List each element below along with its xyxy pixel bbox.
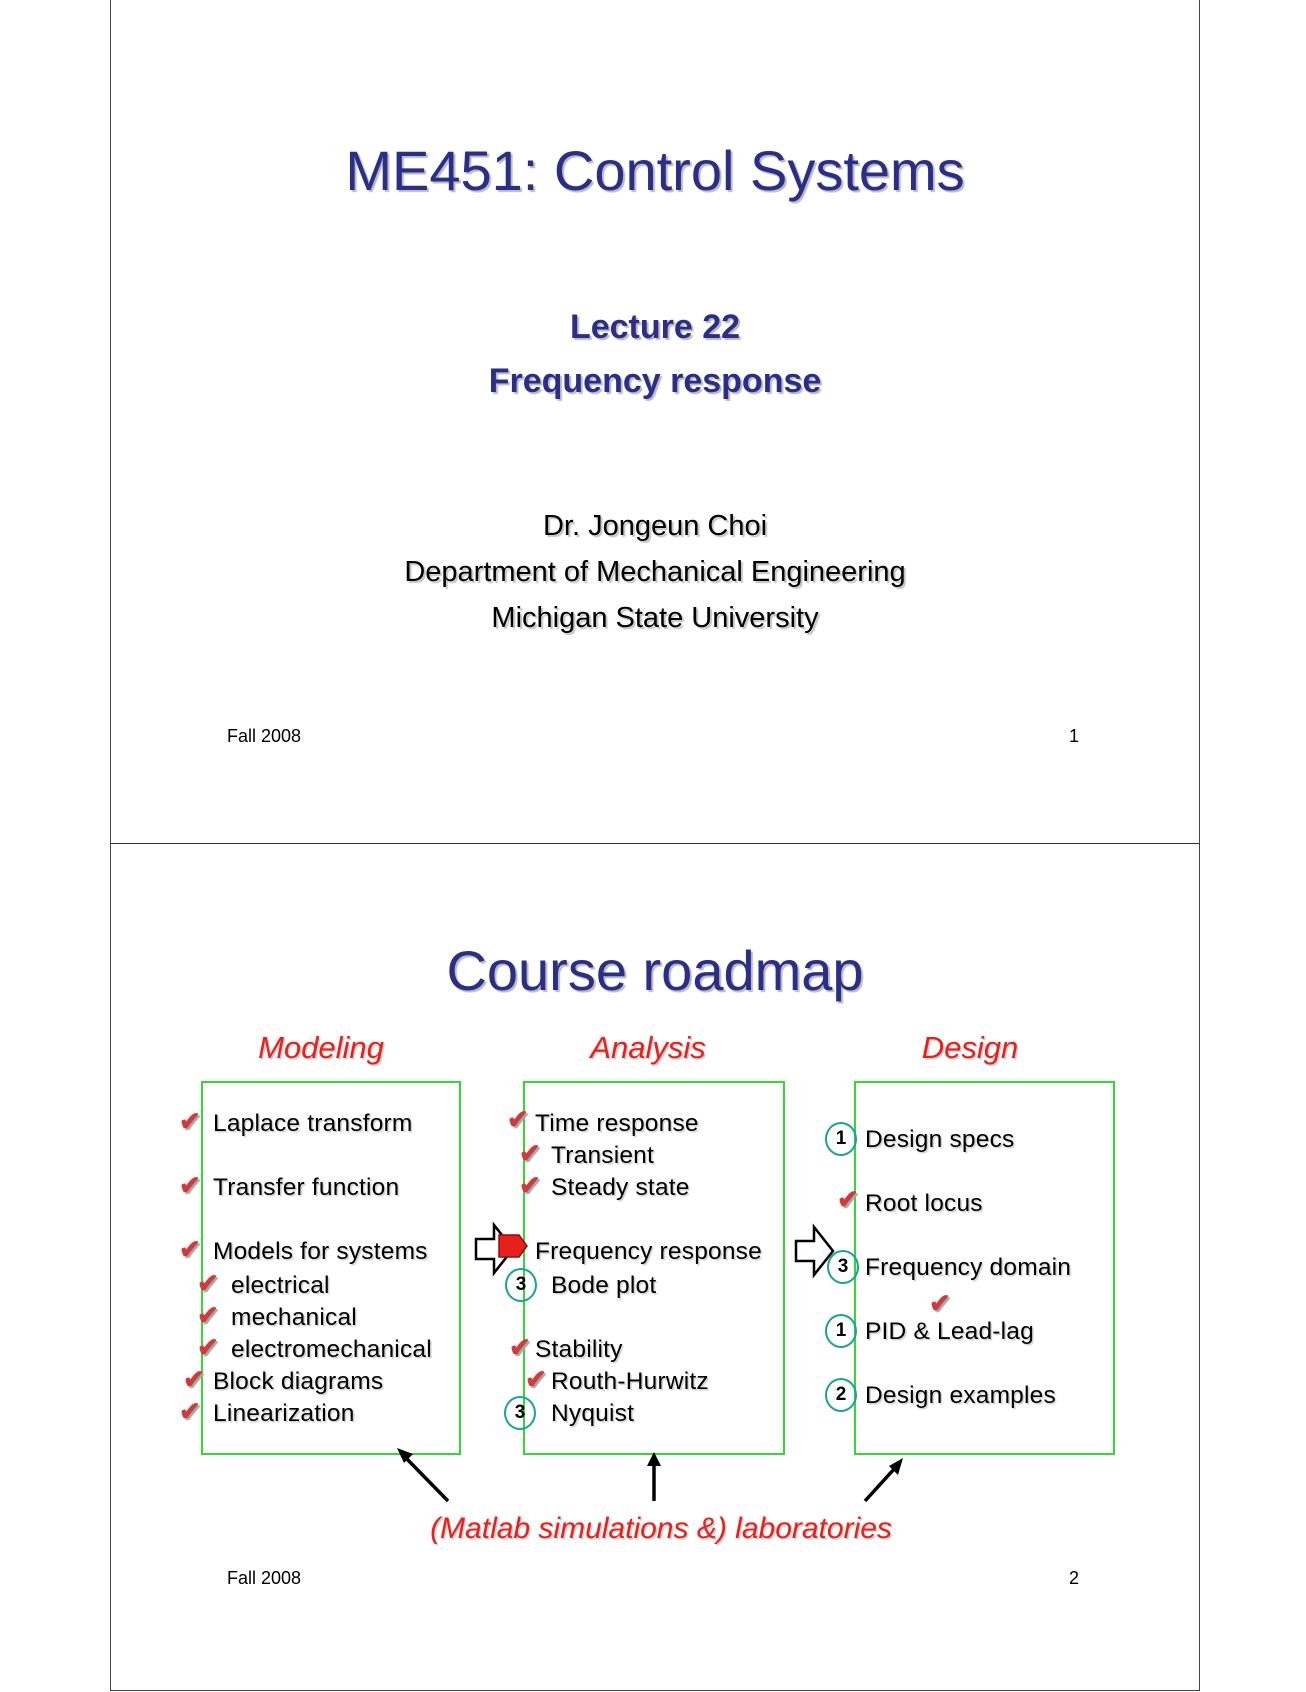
design-item: Frequency domain — [865, 1254, 1072, 1281]
weeks-circle: 3 — [504, 1396, 536, 1430]
weeks-circle: 1 — [825, 1122, 857, 1156]
roadmap-arrows — [111, 844, 1199, 1690]
design-item: PID & Lead-lag — [865, 1318, 1034, 1345]
analysis-item: Time response — [535, 1110, 699, 1137]
analysis-item: Routh-Hurwitz — [551, 1368, 709, 1395]
analysis-item: Steady state — [551, 1174, 690, 1201]
lecture-topic: Frequency response — [488, 362, 822, 400]
arrow-up-right-icon — [865, 1458, 903, 1501]
modeling-item: Models for systems — [213, 1238, 428, 1265]
right-arrow-icon — [796, 1227, 833, 1275]
analysis-item-current: Frequency response — [535, 1238, 762, 1265]
modeling-item: mechanical — [231, 1304, 357, 1331]
check-icon: ✔ — [179, 1234, 201, 1264]
current-topic-marker-icon — [499, 1235, 527, 1257]
weeks-circle: 2 — [825, 1378, 857, 1412]
check-icon: ✔ — [183, 1364, 205, 1394]
heading-modeling: Modeling — [258, 1030, 384, 1065]
modeling-item: Linearization — [213, 1400, 355, 1427]
heading-analysis: Analysis — [590, 1030, 706, 1065]
modeling-item: Transfer function — [213, 1174, 400, 1201]
design-item: Design specs — [865, 1126, 1015, 1153]
check-icon: ✔ — [197, 1332, 219, 1362]
arrow-up-left-icon — [397, 1448, 448, 1501]
check-icon: ✔ — [509, 1332, 531, 1362]
check-icon: ✔ — [179, 1170, 201, 1200]
weeks-circle: 3 — [505, 1268, 537, 1302]
check-icon: ✔ — [519, 1170, 541, 1200]
analysis-item: Transient — [551, 1142, 655, 1169]
weeks-circle: 3 — [827, 1250, 859, 1284]
footer-date: Fall 2008 — [227, 1568, 302, 1588]
heading-design: Design — [921, 1030, 1019, 1065]
check-icon: ✔ — [507, 1104, 529, 1134]
analysis-item: Nyquist — [551, 1400, 635, 1427]
slide-title: Course roadmap — [446, 939, 864, 1002]
check-icon: ✔ — [197, 1268, 219, 1298]
weeks-circle: 1 — [825, 1314, 857, 1348]
design-item: Design examples — [865, 1382, 1056, 1409]
slide-1 — [110, 0, 1200, 844]
slide-2 — [110, 844, 1200, 1691]
labs-caption: (Matlab simulations &) laboratories — [430, 1512, 892, 1545]
arrow-up-icon — [647, 1452, 661, 1501]
university-name: Michigan State University — [491, 602, 819, 634]
analysis-item: Stability — [535, 1336, 623, 1363]
page-number: 1 — [1069, 726, 1080, 746]
page-number: 2 — [1069, 1568, 1080, 1588]
analysis-item: Bode plot — [551, 1272, 657, 1299]
slide-title: ME451: Control Systems — [345, 139, 965, 202]
check-icon: ✔ — [197, 1300, 219, 1330]
check-icon: ✔ — [837, 1184, 859, 1214]
check-icon: ✔ — [179, 1106, 201, 1136]
author-name: Dr. Jongeun Choi — [542, 510, 768, 542]
department-name: Department of Mechanical Engineering — [404, 556, 906, 588]
design-item: Root locus — [865, 1190, 983, 1217]
check-icon: ✔ — [179, 1396, 201, 1426]
footer-date: Fall 2008 — [227, 726, 302, 746]
check-icon: ✔ — [519, 1138, 541, 1168]
modeling-item: electromechanical — [231, 1336, 432, 1363]
modeling-item: electrical — [231, 1272, 330, 1299]
modeling-item: Block diagrams — [213, 1368, 384, 1395]
modeling-item: Laplace transform — [213, 1110, 413, 1137]
check-icon: ✔ — [929, 1288, 951, 1318]
check-icon: ✔ — [525, 1364, 547, 1394]
lecture-number: Lecture 22 — [569, 308, 741, 346]
